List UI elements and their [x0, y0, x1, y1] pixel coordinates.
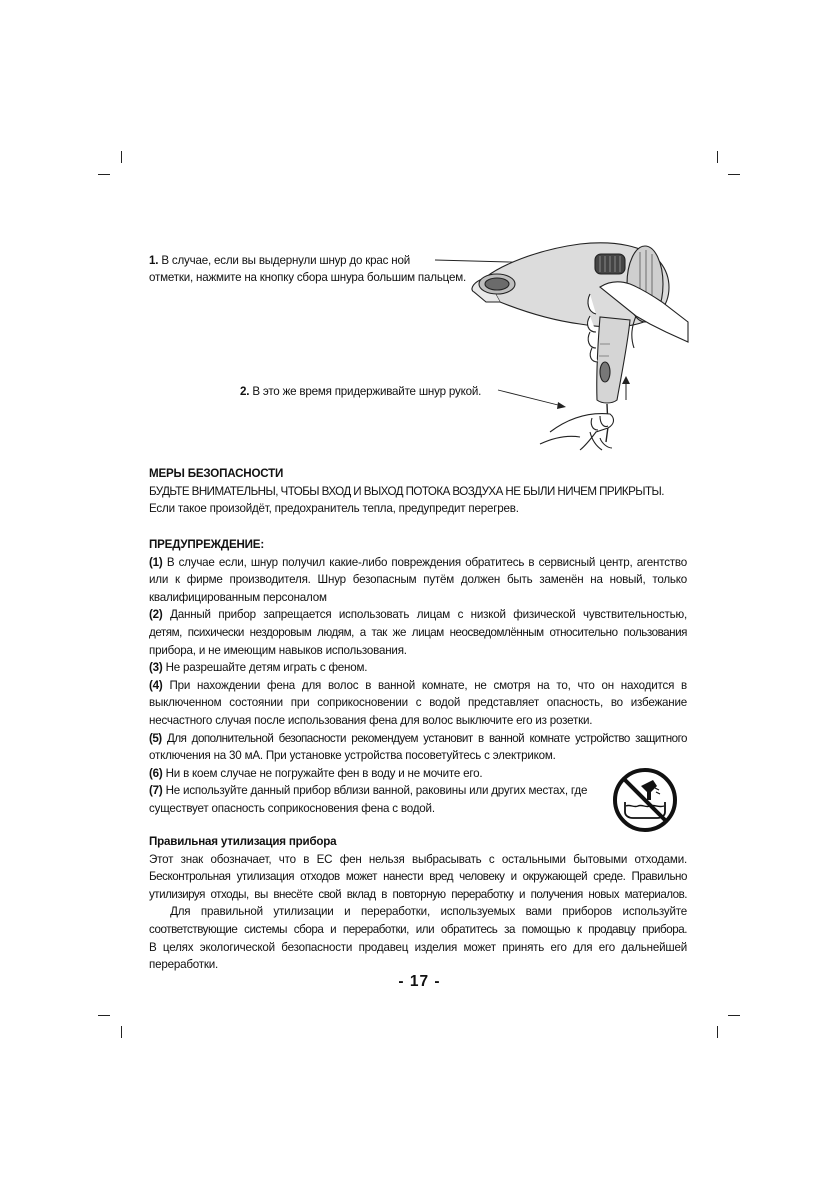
disposal-line: Для правильной утилизации и переработки, используемых вами приборов используйте	[149, 905, 687, 919]
warning-item-1-line: или к фирме производителя. Шнур безопасным путём должен быть заменён на новый, только	[149, 573, 687, 587]
item-number: (1)	[149, 555, 163, 569]
warning-item-1-line: квалифицированным персоналом	[149, 590, 327, 604]
no-water-immersion-icon	[611, 766, 679, 834]
item-number: (4)	[149, 678, 163, 692]
item-text: При нахождении фена для волос в ванной комнате, не смотря на то, что он находится в	[169, 678, 687, 692]
disposal-line: соответствующие системы сбора и переработки, или обратитесь за помощью к продавцу прибора.	[149, 922, 687, 936]
item-text: Не используйте данный прибор вблизи ванной, раковины или других местах, где	[165, 784, 588, 798]
warning-item-6-line	[149, 765, 687, 783]
item-number: (6)	[149, 766, 163, 780]
item-number: (7)	[149, 784, 163, 798]
warning-item-1-line	[149, 554, 687, 572]
item-text: Не разрешайте детям играть с феном.	[165, 661, 368, 675]
item-number: (3)	[149, 661, 163, 675]
item-text: Для дополнительной безопасности рекомендуем установит в ванной комнате устройство защитного	[166, 731, 687, 745]
disposal-line: Бесконтрольная утилизация отходов может нанести вред человеку и окружающей среде. Правильно	[149, 870, 687, 884]
item-text: Данный прибор запрещается использовать лицам с низкой физической чувствительностью,	[170, 608, 687, 622]
disposal-line: В целях экологической безопасности продавец изделия может принять его для его дальнейшей	[149, 940, 687, 954]
crop-mark	[98, 174, 110, 175]
step-number: 1.	[149, 254, 159, 267]
crop-mark	[717, 151, 718, 163]
item-text: В случае если, шнур получил какие-либо повреждения обратитесь в сервисный центр, агентство	[166, 555, 687, 569]
item-text: Ни в коем случае не погружайте фен в воду и не мочите его.	[165, 766, 483, 780]
warning-item-3-line	[149, 659, 687, 677]
disposal-section	[149, 833, 687, 974]
step-text: В случае, если вы выдернули шнур до крас ной	[161, 254, 410, 267]
disposal-title: Правильная утилизация прибора	[149, 835, 337, 848]
hair-dryer-cord-retract-illustration	[440, 232, 690, 457]
safety-line: БУДЬТЕ ВНИМАТЕЛЬНЫ, ЧТОБЫ ВХОД И ВЫХОД ПОТОКА ВОЗДУХА НЕ БЫЛИ НИЧЕМ ПРИКРЫТЫ.	[149, 484, 664, 498]
crop-mark	[98, 1015, 110, 1016]
warning-item-7-line	[149, 782, 687, 800]
warning-item-4-line: несчастного случая после использования фена для волос выключите его из розетки.	[149, 713, 593, 727]
warning-item-2-line	[149, 606, 687, 624]
item-number: (2)	[149, 608, 163, 622]
safety-line: Если такое произойдёт, предохранитель тепла, предупредит перегрев.	[149, 502, 519, 516]
step-text: отметки, нажмите на кнопку сбора шнура большим пальцем.	[149, 271, 467, 284]
step-1-caption	[149, 252, 466, 286]
warning-section	[149, 536, 687, 818]
warning-item-2-line: детям, психически нездоровым людям, а так же лицам неосведомлённым относительно пользования	[149, 625, 687, 639]
crop-mark	[121, 151, 122, 163]
crop-mark	[121, 1026, 122, 1038]
warning-item-2-line: прибора, и не имеющим навыков использования.	[149, 643, 407, 657]
page-number: - 17 -	[398, 973, 441, 990]
warning-item-5-line: отключения на 30 мА. При установке устройства посоветуйтесь с электриком.	[149, 749, 556, 763]
safety-section	[149, 465, 687, 518]
warning-item-4-line: выключенном состоянии при соприкосновении с водой представляет опасность, во избежание	[149, 696, 687, 710]
crop-mark	[728, 1015, 740, 1016]
item-number: (5)	[149, 731, 162, 745]
warning-item-5-line	[149, 730, 687, 748]
crop-mark	[728, 174, 740, 175]
disposal-line: Этот знак обозначает, что в ЕС фен нельзя выбрасывать с остальными бытовыми отходами.	[149, 852, 687, 866]
safety-title: МЕРЫ БЕЗОПАСНОСТИ	[149, 467, 284, 480]
warning-item-7-line: существует опасность соприкосновения фена с водой.	[149, 801, 435, 815]
disposal-line: утилизируя отходы, вы внесёте свой вклад в повторную переработку и получения новых материалов.	[149, 887, 687, 901]
step-text: В это же время придерживайте шнур рукой.	[252, 385, 482, 398]
warning-title: ПРЕДУПРЕЖДЕНИЕ:	[149, 538, 264, 551]
disposal-line: переработки.	[149, 958, 219, 972]
warning-item-4-line	[149, 677, 687, 695]
crop-mark	[717, 1026, 718, 1038]
step-number: 2.	[240, 385, 250, 398]
